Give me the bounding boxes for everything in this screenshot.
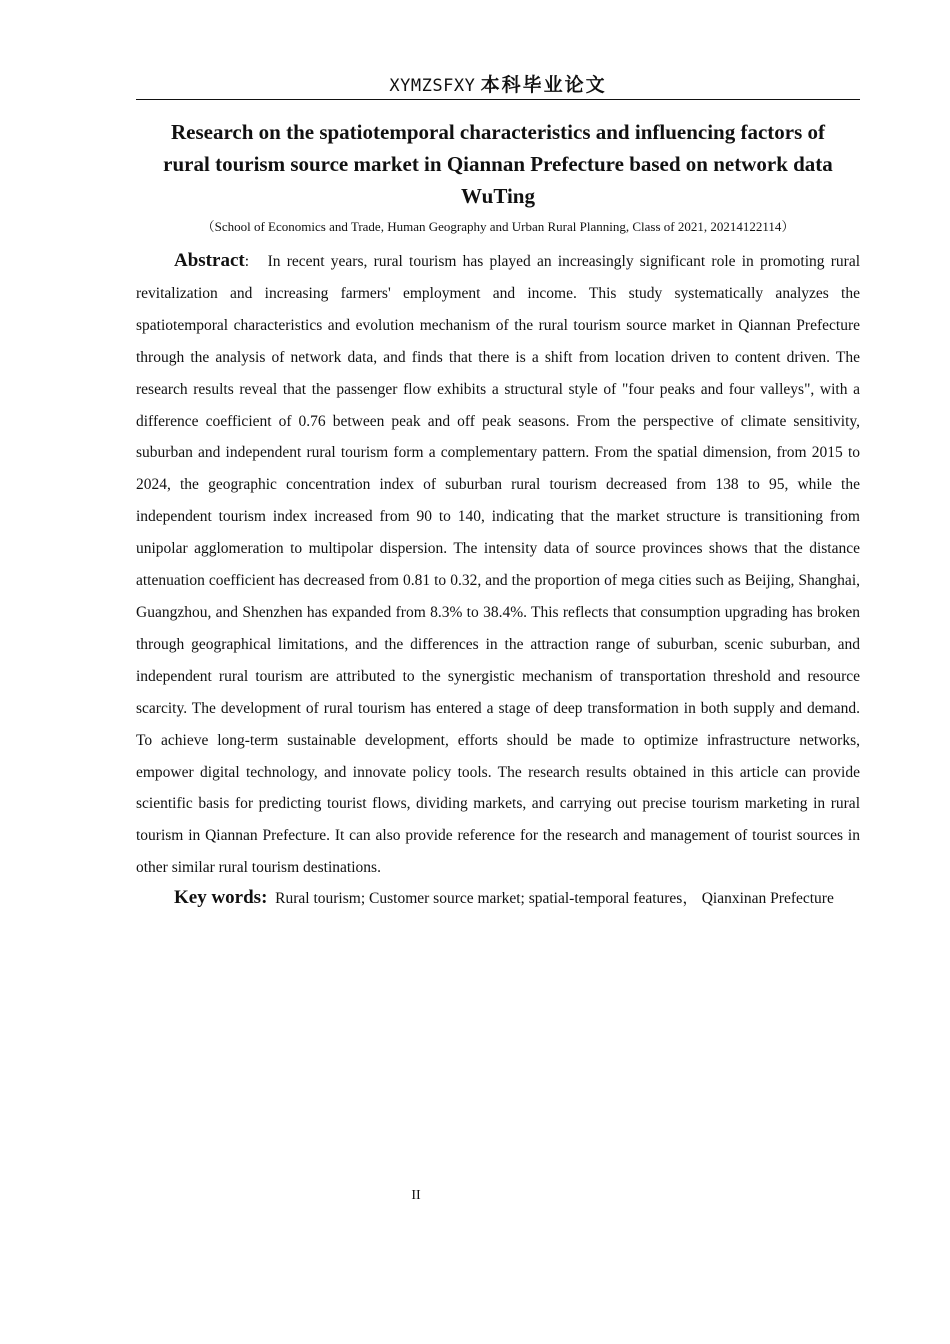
abstract-text: In recent years, rural tourism has played an increasingly significant role in promoting rural revitalization and increasing farmers' employment and income. This study systematically analyzes the spatiotemporal characteristics and evolution mechanism of the rural tourism source market in Qiannan Prefecture through the analysis of network data, and finds that there is a shift from location driven to content driven. The research results reveal that the passenger flow exhibits a structural style of "four peaks and four valleys", with a difference coefficient of 0.76 between peak and off peak seasons. From the perspective of climate sensitivity, suburban and independent rural tourism form a complementary pattern. From the spatial dimension, from 2015 to 2024, the geographic concentration index of suburban rural tourism decreased from 138 to 95, while the independent tourism index increased from 90 to 140, indicating that the market structure is transitioning from unipolar agglomeration to multipolar dispersion. The intensity data of source provinces shows that the distance attenuation coefficient has decreased from 0.81 to 0.32, and the proportion of mega cities such as Beijing, Shanghai, Guangzhou, and Shenzhen has expanded from 8.3% to 38.4%. This reflects that consumption upgrading has broken through geographical limitations, and the differences in the attraction range of suburban, scenic suburban, and independent rural tourism are attributed to the synergistic mechanism of transportation threshold and resource scarcity. The development of rural tourism has entered a stage of deep transformation in both supply and demand. To achieve long-term sustainable development, efforts should be made to optimize infrastructure networks, empower digital technology, and innovate policy tools. The research results obtained in this article can provide scientific basis for predicting tourist flows, dividing markets, and carrying out precise tourism marketing in rural tourism in Qiannan Prefecture. It can also provide reference for the research and management of tourist sources in other similar rural tourism destinations. bbox=[136, 253, 861, 877]
paper-title-line-1: Research on the spatiotemporal characteristics and influencing factors of bbox=[170, 120, 826, 144]
header-thesis-label: 本科毕业论文 bbox=[480, 74, 607, 96]
running-header bbox=[136, 72, 860, 99]
header-institution-code: XYMZSFXY bbox=[389, 76, 476, 96]
abstract-separator: : bbox=[244, 253, 250, 270]
header-divider bbox=[136, 99, 860, 100]
keywords-paragraph bbox=[136, 882, 860, 914]
keywords-text: Rural tourism; Customer source market; spatial-temporal features， Qianxinan Prefecture bbox=[275, 890, 834, 907]
keywords-label: Key words: bbox=[174, 887, 268, 908]
author-name: WuTing bbox=[461, 184, 535, 208]
abstract-label: Abstract bbox=[174, 250, 245, 271]
abstract-paragraph bbox=[136, 245, 860, 884]
page-number: II bbox=[411, 1188, 421, 1203]
author-affiliation: （School of Economics and Trade, Human Geography and Urban Rural Planning, Class of 2021, 20214122114） bbox=[201, 219, 795, 234]
paper-title-line-2: rural tourism source market in Qiannan Prefecture based on network data bbox=[163, 152, 833, 176]
paper-title-block bbox=[120, 116, 876, 212]
